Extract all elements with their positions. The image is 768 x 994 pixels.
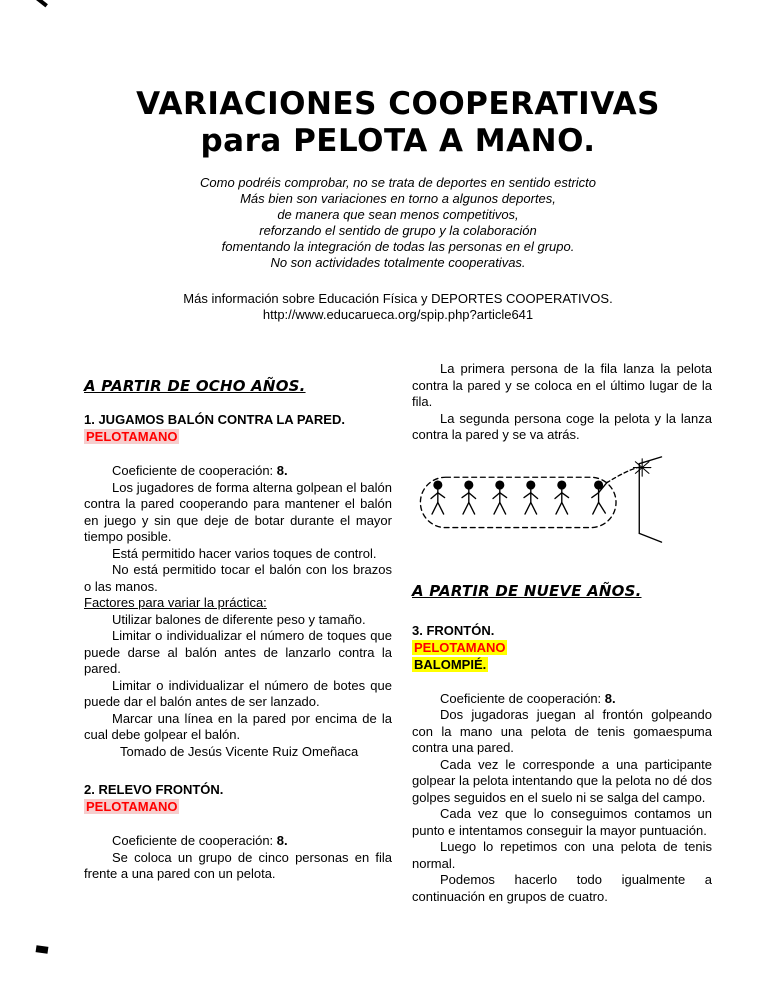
activity3-tagline-1 bbox=[412, 639, 712, 656]
scan-artifact-bottom-left bbox=[36, 945, 49, 954]
activity1-paragraph-5: Utilizar balones de diferente peso y tamaño. bbox=[112, 611, 366, 627]
more-info-block bbox=[84, 291, 712, 323]
activity3-coefficient bbox=[412, 691, 712, 708]
page-title-line2: para PELOTA A MANO. bbox=[200, 123, 596, 159]
activity1-variation-heading: Factores para variar la práctica: bbox=[84, 595, 267, 610]
activity2-coefficient bbox=[84, 833, 392, 850]
stick-figure bbox=[524, 481, 538, 514]
activity3-heading: 3. FRONTÓN. bbox=[412, 622, 495, 638]
activity1-credit: Tomado de Jesús Vicente Ruiz Omeñaca bbox=[120, 743, 359, 759]
activity1-paragraph-7: Limitar o individualizar el número de botes que puede dar el balón antes de ser lanzado. bbox=[84, 677, 392, 709]
stick-figure bbox=[431, 481, 445, 514]
page-content bbox=[84, 86, 712, 905]
more-info-url: http://www.educarueca.org/spip.php?article641 bbox=[262, 307, 534, 322]
intro-text bbox=[84, 175, 712, 271]
more-info-text: Más información sobre Educación Física y DEPORTES COOPERATIVOS. bbox=[183, 291, 613, 306]
stick-figures-relay-illustration bbox=[414, 454, 666, 546]
coefficient-value: 8. bbox=[276, 463, 288, 478]
intro-line: fomentando la integración de todas las personas en el grupo. bbox=[221, 239, 575, 254]
activity1-coefficient bbox=[84, 463, 392, 480]
activity2-heading: 2. RELEVO FRONTÓN. bbox=[84, 782, 224, 797]
activity3-paragraph-2: Cada vez le corresponde a una participante golpear la pelota intentando que la pelota no dé dos golpes seguidos en el suelo ni se salga del campo. bbox=[412, 756, 712, 805]
coefficient-label: Coeficiente de cooperación: bbox=[112, 833, 274, 848]
stick-figure bbox=[493, 481, 507, 514]
right-column bbox=[412, 361, 712, 905]
intro-line: de manera que sean menos competitivos, bbox=[277, 207, 519, 222]
intro-line: No son actividades totalmente cooperativas. bbox=[270, 255, 526, 270]
activity2-paragraph-2: La primera persona de la fila lanza la pelota contra la pared y se coloca en el último lugar de la fila. bbox=[412, 361, 712, 409]
activity3-tag-balompie: BALOMPIÉ. bbox=[414, 656, 487, 672]
stick-figure-thrower bbox=[592, 481, 607, 514]
coefficient-label: Coeficiente de cooperación: bbox=[112, 463, 274, 478]
activity3-paragraph-3: Cada vez que lo conseguimos contamos un punto e intentamos conseguir la mayor puntuación. bbox=[412, 806, 712, 838]
activity1-paragraph-6: Limitar o individualizar el número de toques que puede darse al balón antes de lanzarlo contra la pared. bbox=[84, 628, 392, 676]
coefficient-value: 8. bbox=[604, 690, 616, 706]
intro-line: reforzando el sentido de grupo y la colaboración bbox=[259, 223, 537, 238]
activity3-paragraph-4: Luego lo repetimos con una pelota de tenis normal. bbox=[412, 839, 712, 871]
activity3-paragraph-5: Podemos hacerlo todo igualmente a continuación en grupos de cuatro. bbox=[412, 872, 712, 904]
scan-artifact-top-left bbox=[28, 0, 48, 7]
activity2-paragraph-3: La segunda persona coge la pelota y la lanza contra la pared y se va atrás. bbox=[412, 410, 712, 442]
activity2-tagline bbox=[84, 798, 392, 815]
activity1-paragraph-8: Marcar una línea en la pared por encima de la cual debe golpear el balón. bbox=[84, 710, 392, 742]
activity1-tagline bbox=[84, 428, 392, 445]
page-title-line1: VARIACIONES COOPERATIVAS bbox=[136, 86, 660, 122]
column-gap bbox=[392, 361, 412, 905]
page-title bbox=[84, 86, 712, 160]
activity1-heading: 1. JUGAMOS BALÓN CONTRA LA PARED. bbox=[84, 412, 345, 427]
relay-fronton-illustration bbox=[412, 454, 712, 546]
coefficient-label: Coeficiente de cooperación: bbox=[440, 690, 602, 706]
coefficient-value: 8. bbox=[276, 833, 288, 848]
stick-figure bbox=[462, 481, 476, 514]
activity3-tagline-2 bbox=[412, 656, 712, 673]
activity2-tag-pelotamano: PELOTAMANO bbox=[86, 799, 178, 814]
activity1-tag-pelotamano: PELOTAMANO bbox=[86, 429, 178, 444]
activity3-tag-pelotamano: PELOTAMANO bbox=[414, 639, 506, 655]
activity2-paragraph-1: Se coloca un grupo de cinco personas en fila frente a una pared con un pelota. bbox=[84, 849, 392, 881]
activity3-paragraph-1: Dos jugadoras juegan al frontón golpeando con la mano una pelota de tenis gomaespuma contra una pared. bbox=[412, 707, 712, 755]
two-column-layout bbox=[84, 361, 712, 905]
left-column bbox=[84, 361, 392, 905]
section-heading-ocho-anos: A PARTIR DE OCHO AÑOS. bbox=[84, 377, 306, 395]
activity1-paragraph-3: No está permitido tocar el balón con los brazos o las manos. bbox=[84, 562, 392, 594]
intro-line: Como podréis comprobar, no se trata de deportes en sentido estricto bbox=[200, 175, 596, 190]
intro-line: Más bien son variaciones en torno a algunos deportes, bbox=[240, 191, 556, 206]
activity1-paragraph-1: Los jugadores de forma alterna golpean el balón contra la pared cooperando para mantener el balón en juego y sin que deje de botar durante el mayor tiempo posible. bbox=[84, 479, 392, 544]
stick-figure bbox=[555, 481, 569, 514]
activity1-paragraph-2: Está permitido hacer varios toques de control. bbox=[112, 545, 377, 561]
section-heading-nueve-anos: A PARTIR DE NUEVE AÑOS. bbox=[412, 581, 642, 600]
